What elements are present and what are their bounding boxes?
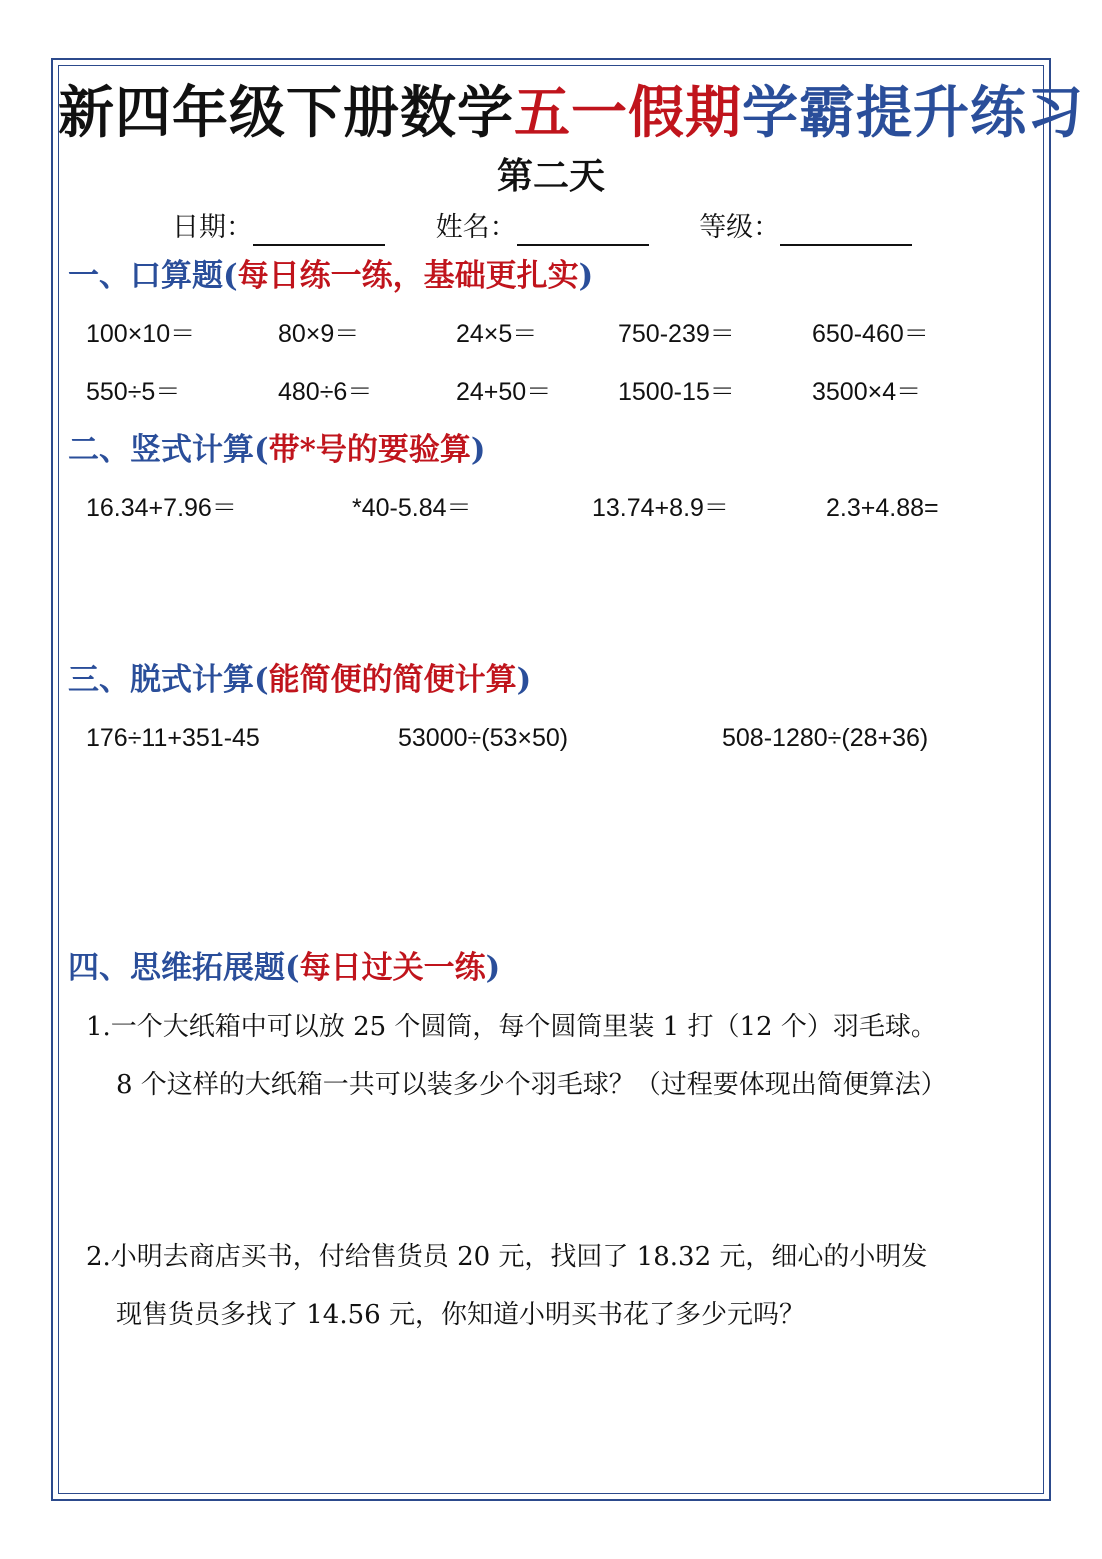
oral-item: 550÷5＝ xyxy=(86,378,181,406)
vertical-item: 13.74+8.9＝ xyxy=(592,494,729,522)
section-1-heading xyxy=(68,256,593,296)
section-4-title: 四、思维拓展题( xyxy=(68,950,300,986)
title-part-2: 五一假期 xyxy=(514,80,742,146)
stepwise-item: 53000÷(53×50) xyxy=(398,724,569,752)
section-1-title: 一、口算题( xyxy=(68,258,238,294)
name-label: 姓名： xyxy=(435,212,517,243)
date-label: 日期： xyxy=(172,212,253,243)
section-2-heading xyxy=(68,430,486,470)
section-1-note: 每日练一练，基础更扎实 xyxy=(237,258,579,294)
title-part-3: 学霸提升练习 xyxy=(742,80,1084,146)
oral-item: 80×9＝ xyxy=(278,320,360,348)
vertical-item: *40-5.84＝ xyxy=(352,494,472,522)
oral-item: 100×10＝ xyxy=(86,320,196,348)
name-blank[interactable] xyxy=(517,218,649,246)
oral-item: 3500×4＝ xyxy=(812,378,922,406)
grade-label: 等级： xyxy=(699,212,781,243)
problem-1-line-2: 8 个这样的大纸箱一共可以装多少个羽毛球？（过程要体现出简便算法） xyxy=(116,1070,947,1100)
date-field xyxy=(172,210,385,246)
section-2-note: 带*号的要验算 xyxy=(268,432,471,468)
stepwise-item: 176÷11+351-45 xyxy=(86,724,260,752)
section-4-note: 每日过关一练 xyxy=(299,950,486,986)
page-subtitle: 第二天 xyxy=(496,155,605,197)
oral-item: 24×5＝ xyxy=(456,320,538,348)
section-4-close: ) xyxy=(485,950,501,986)
problem-2-line-1: 2.小明去商店买书，付给售货员 20 元，找回了 18.32 元，细心的小明发 xyxy=(86,1242,928,1272)
vertical-item: 2.3+4.88= xyxy=(826,494,939,522)
name-field xyxy=(436,210,649,246)
vertical-item: 16.34+7.96＝ xyxy=(86,494,237,522)
section-4-heading xyxy=(68,948,500,988)
oral-item: 1500-15＝ xyxy=(618,378,735,406)
info-row xyxy=(172,210,954,246)
date-blank[interactable] xyxy=(253,218,385,246)
page-title xyxy=(58,78,1084,148)
grade-field xyxy=(699,210,912,246)
section-3-title: 三、脱式计算( xyxy=(68,662,269,698)
oral-item: 750-239＝ xyxy=(618,320,735,348)
oral-item: 24+50＝ xyxy=(456,378,552,406)
section-1-close: ) xyxy=(578,258,594,294)
grade-blank[interactable] xyxy=(780,218,912,246)
oral-item: 480÷6＝ xyxy=(278,378,373,406)
section-3-heading xyxy=(68,660,531,700)
section-2-title: 二、竖式计算( xyxy=(68,432,269,468)
problem-1-line-1: 1.一个大纸箱中可以放 25 个圆筒，每个圆筒里装 1 打（12 个）羽毛球。 xyxy=(86,1012,937,1042)
oral-item: 650-460＝ xyxy=(812,320,929,348)
stepwise-item: 508-1280÷(28+36) xyxy=(722,724,929,752)
title-part-1: 新四年级下册数学 xyxy=(58,80,514,146)
section-3-close: ) xyxy=(516,662,532,698)
section-3-note: 能简便的简便计算 xyxy=(268,662,517,698)
section-2-close: ) xyxy=(470,432,486,468)
problem-2-line-2: 现售货员多找了 14.56 元，你知道小明买书花了多少元吗？ xyxy=(116,1300,805,1330)
